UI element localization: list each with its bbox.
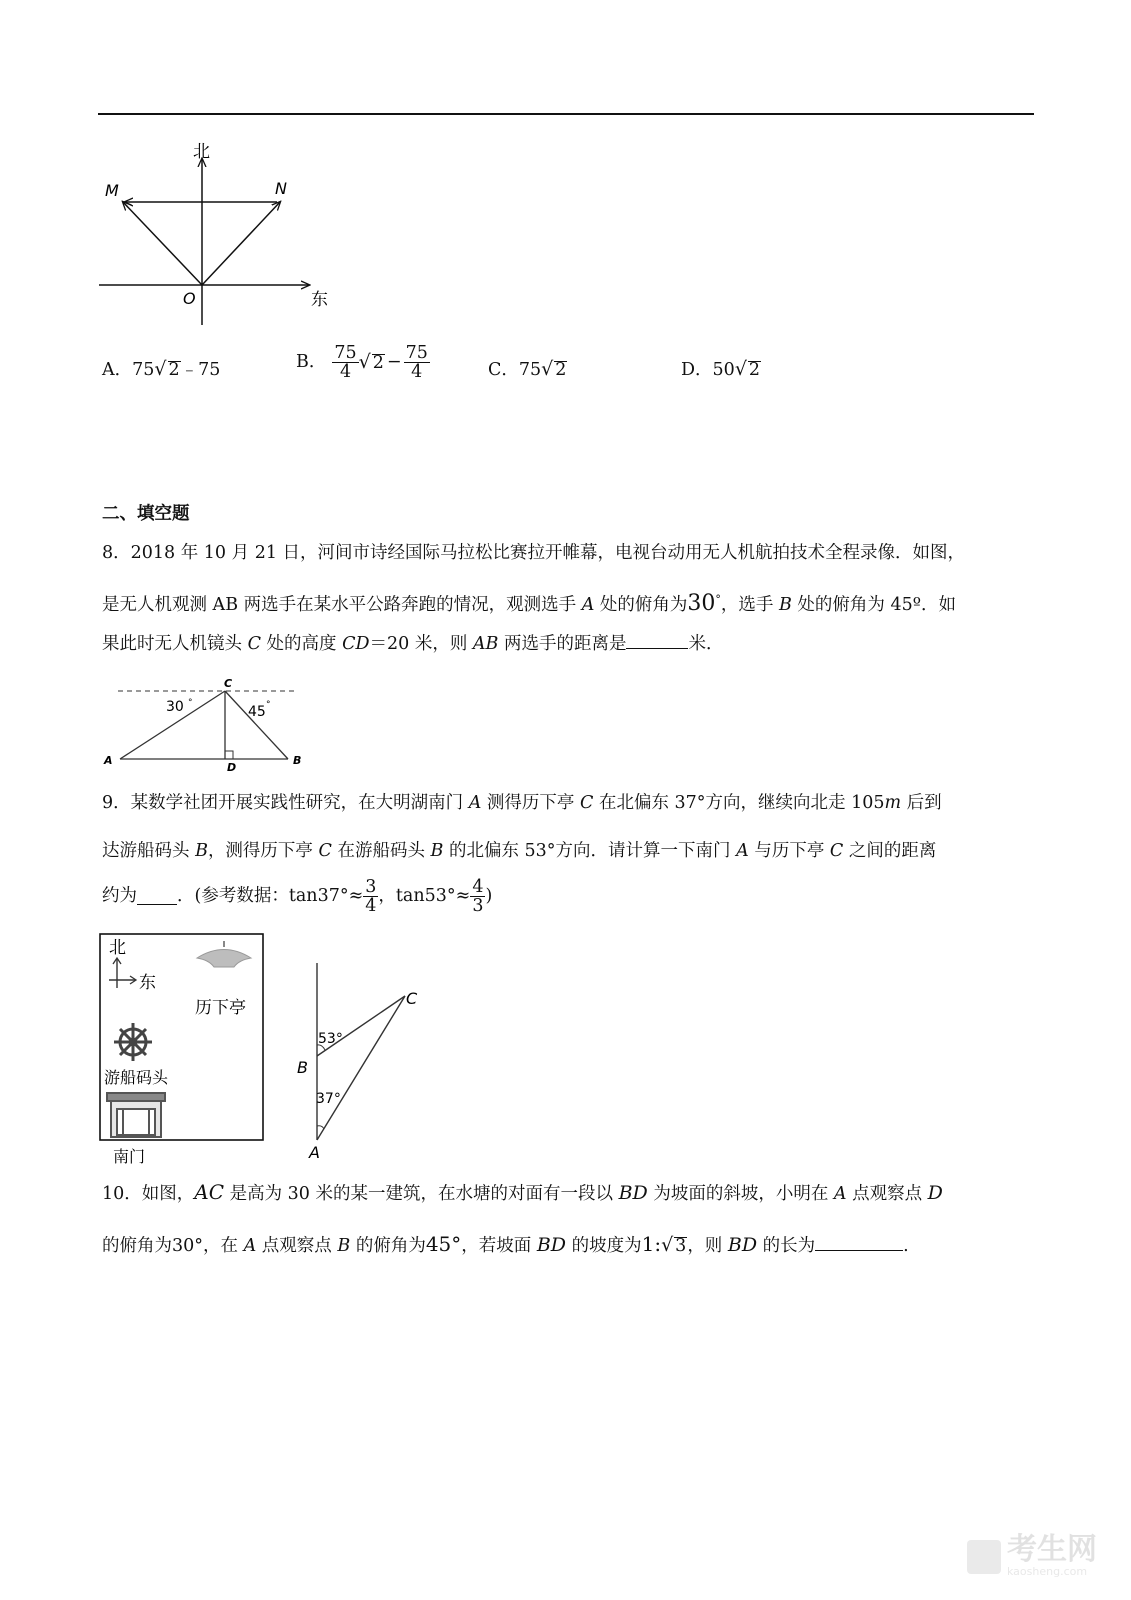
svg-text:B: B [297, 1058, 308, 1077]
point-o-label: O [183, 289, 196, 308]
q10-answer-blank [815, 1250, 903, 1251]
q9-line2: 达游船码头 B，测得历下亭 C 在游船码头 B 的北偏东 53°方向．请计算一下南门 A 与历下亭 C 之间的距离 [102, 841, 937, 861]
option-c: C．75√ 2 [488, 358, 567, 380]
q9-map [99, 933, 267, 1165]
option-b: B． $\frac{75}{4}$ √ 2 − $\frac{75}{4}$ [296, 343, 428, 383]
q8-diagram [100, 674, 310, 774]
pavilion-icon [197, 941, 251, 967]
q8-line2: 是无人机观测 AB 两选手在某水平公路奔跑的情况，观测选手 A 处的俯角为30°，选手 B 处的俯角为 45º．如 [102, 591, 956, 616]
watermark-logo: 考生网 kaosheng.com [967, 1535, 1097, 1578]
gate-icon [107, 1093, 165, 1137]
om-vector [123, 202, 202, 285]
q10-line1: 10．如图，AC 是高为 30 米的某一建筑，在水塘的对面有一段以 BD 为坡面的斜坡，小明在 A 点观察点 D [102, 1180, 943, 1204]
q9-answer-blank [137, 888, 177, 905]
q8-line1: 8．2018 年 10 月 21 日，河间市诗经国际马拉松比赛拉开帷幕，电视台动用无人机航拍技术全程录像．如图， [102, 543, 966, 563]
watermark-mark-icon [967, 1540, 1001, 1574]
q9-line1: 9．某数学社团开展实践性研究，在大明湖南门 A 测得历下亭 C 在北偏东 37°方向，继续向北走 105m 后到 [102, 793, 942, 813]
svg-text:历下亭: 历下亭 [195, 998, 246, 1018]
svg-text:37°: 37° [316, 1091, 341, 1107]
east-label: 东 [311, 290, 328, 310]
svg-text:东: 东 [139, 973, 156, 993]
svg-text:C: C [406, 989, 418, 1008]
q8-answer-blank [626, 648, 688, 649]
header-rule [98, 113, 1034, 115]
svg-text:南门: 南门 [113, 1147, 146, 1165]
svg-text:C: C [224, 677, 233, 690]
option-a: A．75√ 2﹣75 [102, 358, 221, 380]
ships-wheel-icon [114, 1023, 152, 1061]
point-n-label: N [275, 179, 287, 198]
svg-text:游船码头: 游船码头 [104, 1068, 169, 1087]
q7-diagram [95, 135, 345, 335]
north-label: 北 [193, 142, 210, 162]
point-m-label: M [105, 181, 119, 200]
svg-text:北: 北 [109, 938, 126, 958]
q9-line3: 约为 ．(参考数据：tan37°≈ $\frac{3}{4}$ ，tan53°≈ $\frac{4}{3}$ ) [102, 877, 493, 917]
svg-text:30: 30 [166, 699, 184, 715]
option-d: D．50√ 2 [681, 358, 761, 380]
svg-text:°: ° [188, 698, 193, 708]
q9-diagram [292, 958, 432, 1163]
svg-text:45: 45 [248, 704, 266, 720]
svg-text:B: B [293, 754, 302, 767]
svg-text:°: ° [266, 700, 271, 710]
svg-text:D: D [227, 761, 237, 774]
q10-line2: 的俯角为30°，在 A 点观察点 B 的俯角为45°，若坡面 BD 的坡度为1:√ 3，则 BD 的长为 . [102, 1232, 909, 1256]
svg-text:A: A [309, 1143, 320, 1162]
svg-text:53°: 53° [318, 1031, 343, 1047]
on-vector [202, 202, 280, 285]
section-title: 二、填空题 [102, 504, 190, 524]
svg-text:A: A [104, 754, 113, 767]
q8-line3: 果此时无人机镜头 C 处的高度 CD＝20 米，则 AB 两选手的距离是 米． [102, 634, 724, 654]
